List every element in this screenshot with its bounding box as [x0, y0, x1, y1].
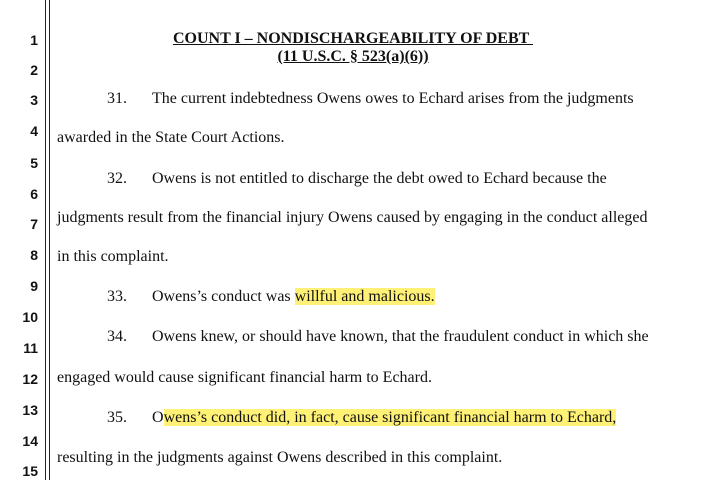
- paragraph-text: [152, 287, 435, 307]
- paragraph-number: 32.: [107, 170, 127, 187]
- line-number: 7: [30, 216, 38, 232]
- line-number: 10: [22, 309, 38, 325]
- margin-rule-left: [45, 0, 46, 480]
- paragraph-number: 31.: [107, 90, 127, 107]
- line-number: 6: [30, 186, 38, 202]
- line-number: 11: [23, 340, 38, 356]
- paragraph-text: awarded in the State Court Actions.: [57, 129, 285, 146]
- line-number: 1: [30, 32, 38, 48]
- highlighted-text: willful and malicious.: [294, 288, 435, 305]
- paragraph-text: [152, 408, 616, 428]
- line-number: 2: [30, 62, 38, 78]
- paragraph-text: engaged would cause significant financial harm to Echard.: [57, 369, 432, 386]
- line-number: 3: [30, 92, 38, 108]
- paragraph-number: 34.: [107, 328, 127, 345]
- paragraph-number: 35.: [107, 409, 127, 426]
- paragraph-text: judgments result from the financial injury Owens caused by engaging in the conduct alleged: [57, 209, 648, 226]
- paragraph-text: Owens knew, or should have known, that the fraudulent conduct in which she: [152, 328, 649, 345]
- line-number: 14: [22, 433, 38, 449]
- line-number: 9: [30, 278, 38, 294]
- line-number: 8: [30, 247, 38, 263]
- line-number: 4: [30, 123, 38, 139]
- highlighted-text: wens’s conduct did, in fact, cause significant financial harm to Echard,: [163, 409, 617, 426]
- paragraph-text: in this complaint.: [57, 248, 169, 265]
- paragraph-text-plain: O: [152, 409, 164, 426]
- line-number: 15: [22, 463, 38, 479]
- paragraph-text: Owens is not entitled to discharge the debt owed to Echard because the: [152, 170, 607, 187]
- margin-rule-right: [49, 0, 50, 480]
- count-heading: COUNT I – NONDISCHARGEABILITY OF DEBT: [172, 30, 534, 47]
- statute-subheading: (11 U.S.C. § 523(a)(6)): [277, 48, 429, 65]
- line-number: 13: [22, 402, 38, 418]
- line-number: 5: [30, 155, 38, 171]
- paragraph-text-plain: Owens’s conduct was: [152, 288, 295, 305]
- line-number: 12: [22, 371, 38, 387]
- paragraph-number: 33.: [107, 288, 127, 305]
- paragraph-text: The current indebtedness Owens owes to Echard arises from the judgments: [152, 90, 634, 107]
- paragraph-text: resulting in the judgments against Owens described in this complaint.: [57, 449, 503, 466]
